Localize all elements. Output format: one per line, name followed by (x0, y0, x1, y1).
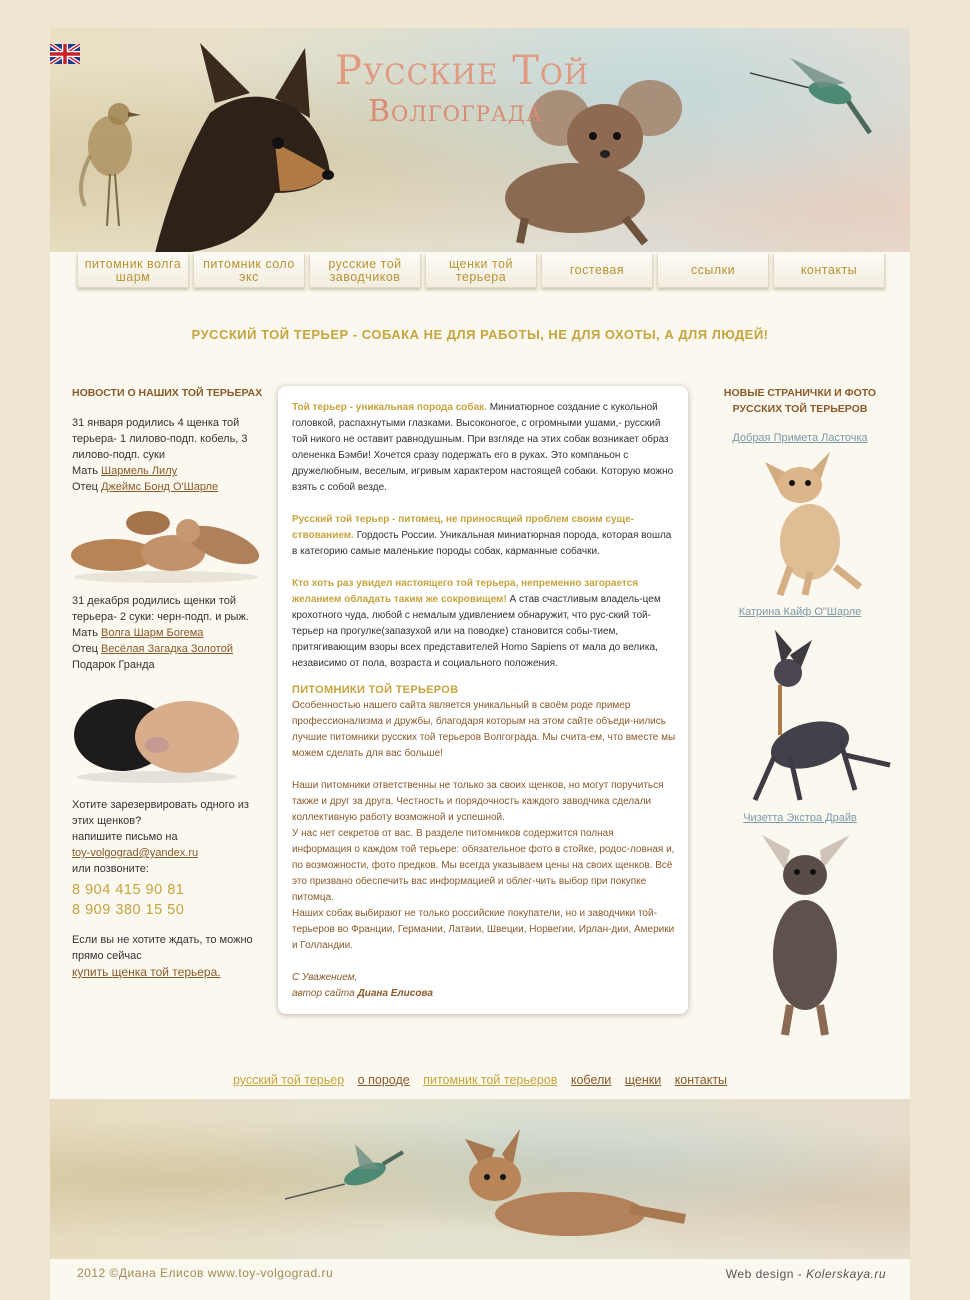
news-item-2-extra: Подарок Гранда (72, 659, 155, 671)
bird-illustration (75, 96, 145, 236)
signature-greeting: С Уважением, (292, 972, 358, 983)
site-logo-subtitle[interactable]: Волгограда (368, 94, 543, 129)
kennels-paragraph-2: Наши питомники ответственны не только за своих щенков, но могут поручиться также и друг за друга. Честность и порядочность каждого заводчика сделали коллективную работу возможной и успешной. (292, 780, 664, 823)
father-label: Отец (72, 481, 98, 493)
mother-link-1[interactable]: Шармель Лилу (101, 465, 178, 477)
footer-link-contacts[interactable]: контакты (674, 1073, 728, 1087)
dog-link-katrina[interactable]: Катрина Кайф О"Шарле (738, 606, 862, 618)
tagline: РУССКИЙ ТОЙ ТЕРЬЕР - СОБАКА НЕ ДЛЯ РАБОТЫ, НЕ ДЛЯ ОХОТЫ, А ДЛЯ ЛЮДЕЙ! (191, 327, 769, 342)
news-column (72, 385, 272, 981)
footer-link-toy-terrier[interactable]: русский той терьер (232, 1073, 345, 1087)
lying-dog-footer-illustration (450, 1119, 690, 1244)
footer-links (50, 1073, 910, 1087)
footer-link-kennel[interactable]: питомник той терьеров (423, 1073, 558, 1087)
treasure-text: А став счастливым владель-цем крохотного чуда, любой с немалым удивлением обнаружит, что рус-ский той-терьер на прогулке(запазухой или на поводке) становится собы-тием, притягивающим взоры всех представителей Homo Sapiens от мала до велика, независимо от пола, возраста и социального положения. (292, 594, 661, 669)
puppies-photo-2[interactable] (72, 685, 242, 785)
mother-label: Мать (72, 627, 98, 639)
footer-link-males[interactable]: кобели (570, 1073, 612, 1087)
news-item-2-mother (72, 625, 272, 641)
intro-text: Миниатюрное создание с кукольной головкой, распахнутыми глазками. Высоконогое, с огромными ушами,- русский той никого не оставит равнодушным. При взгляде на этих собак возникает образ олененка Бэмби! Хочется сразу подержать его в руках. Это компаньон с дружелюбным, веселым, игривым характером настоящей собаки. Которую можно взять с собой везде. (292, 402, 674, 493)
intro-paragraph (292, 400, 676, 496)
pet-text: Гордость России. Уникальная миниатюрная порода, которая вошла в категорию самые маленькие породы собак, карманные собачки. (292, 530, 672, 557)
kennels-paragraph-1: Особенностью нашего сайта является уникальный в своём роде пример профессионализма и дружбы, благодаря которым на этом сайте объеди-нились лучшие питомники русских той терьеров Волгограда. Мы счита-ем, что вместе мы можем сделать для вас больше! (292, 700, 676, 759)
pet-paragraph (292, 512, 676, 560)
news-item-1-father (72, 479, 272, 495)
kennels-paragraph-3: У нас нет секретов от вас. В разделе питомников содержится полная информация о каждом той терьере: обязательное фото в стойке, родос-ловная и, по возможности, фото предков. Мы всегда указываем цены на своих щенков. Всё это призвано обеспечить вас информацией и облег-чить выбор при покупке питомца. (292, 828, 675, 903)
web-design-credit (726, 1267, 886, 1281)
nav-volga-sharm[interactable]: питомник волга шарм (77, 254, 189, 288)
new-pages-title: НОВЫЕ СТРАНИЧКИ И ФОТО РУССКИХ ТОЙ ТЕРЬЕРОВ (723, 387, 877, 415)
pet-highlight: Русский той терьер - питомец, не приносящий проблем своим суще-ствованием. (292, 514, 634, 541)
footer-link-puppies[interactable]: щенки (624, 1073, 662, 1087)
email-link[interactable]: toy-volgograd@yandex.ru (72, 847, 199, 859)
buy-puppy-link[interactable]: купить щенка той терьера. (72, 965, 221, 979)
footer-banner (50, 1099, 910, 1259)
father-label: Отец (72, 643, 98, 655)
designer-link[interactable]: Kolerskaya.ru (806, 1267, 886, 1281)
nav-guestbook[interactable]: гостевая (541, 254, 653, 288)
kennels-paragraph-4: Наших собак выбирают не только российские покупатели, но и заводчики той-терьеров во Франции, Германии, Латвии, Швеции, Норвегии, Ирлан-дии, Америки и Голландии. (292, 908, 675, 951)
treasure-paragraph (292, 576, 676, 672)
write-text: напишите письмо на (72, 831, 178, 843)
dog-photo-katrina[interactable] (720, 625, 895, 810)
signature-author-label: автор сайта (292, 988, 355, 999)
hummingbird-footer-illustration (285, 1144, 405, 1214)
news-item-2-text: 31 декабря родились щенки той терьера- 2 суки: черн-подп. и рыж. (72, 595, 249, 623)
father-link-2[interactable]: Весёлая Загадка Золотой (100, 643, 233, 655)
web-design-label: Web design - (725, 1267, 803, 1281)
call-text: или позвоните: (72, 863, 149, 875)
copyright: 2012 ©Диана Елисов www.toy-volgograd.ru (77, 1266, 334, 1280)
main-content-card (278, 386, 688, 1014)
phone-1[interactable]: 8 904 415 90 81 (72, 882, 185, 898)
news-item-1-mother (72, 463, 272, 479)
nav-solo-eks[interactable]: питомник соло экс (193, 254, 305, 288)
main-nav (77, 254, 887, 288)
father-link-1[interactable]: Джеймс Бонд О'Шарле (100, 481, 219, 493)
footer-link-breed[interactable]: о породе (357, 1073, 410, 1087)
nav-links[interactable]: ссылки (657, 254, 769, 288)
nav-puppies[interactable]: щенки той терьера (425, 254, 537, 288)
hummingbird-illustration (750, 53, 880, 143)
news-item-2-father (72, 641, 272, 657)
kennels-title: ПИТОМНИКИ ТОЙ ТЕРЬЕРОВ (292, 684, 459, 696)
nav-contacts[interactable]: контакты (773, 254, 885, 288)
site-logo-title[interactable]: Русские Той (335, 48, 590, 94)
news-item-1-text: 31 января родились 4 щенка той терьера- 1 лилово-подп. кобель, 3 лилово-подп. суки (72, 417, 248, 461)
signature-name: Диана Елисова (357, 988, 433, 999)
puppies-photo-1[interactable] (68, 503, 264, 585)
nav-breeders[interactable]: русские той заводчиков (309, 254, 421, 288)
mother-label: Мать (72, 465, 98, 477)
mother-link-2[interactable]: Волга Шарм Богема (101, 627, 204, 639)
reserve-text: Хотите зарезервировать одного из этих щенков? (72, 799, 249, 827)
header-banner (50, 28, 910, 252)
uk-flag-icon[interactable] (50, 44, 80, 64)
toy-terrier-head-illustration (155, 43, 340, 252)
no-wait-text: Если вы не хотите ждать, то можно прямо сейчас (72, 934, 253, 962)
dog-photo-chizetta[interactable] (750, 830, 860, 1040)
treasure-highlight: Кто хоть раз увидел настоящего той терьера, непременно загорается желанием обладать таким же сокровищем! (292, 578, 639, 605)
news-title: НОВОСТИ О НАШИХ ТОЙ ТЕРЬЕРАХ (72, 387, 263, 399)
dog-link-lastochka[interactable]: Добрая Примета Ласточка (732, 432, 868, 444)
dog-link-chizetta[interactable]: Чизетта Экстра Драйв (743, 812, 857, 824)
dog-photo-lastochka[interactable] (740, 447, 865, 597)
page (50, 28, 910, 1300)
intro-highlight: Той терьер - уникальная порода собак. (292, 402, 487, 413)
phone-2[interactable]: 8 909 380 15 50 (72, 902, 185, 918)
signature-author (292, 986, 676, 1002)
new-pages-column (710, 385, 890, 824)
